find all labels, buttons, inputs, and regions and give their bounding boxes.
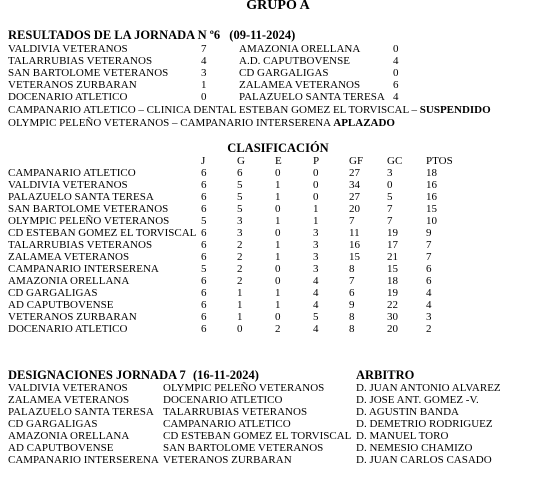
designation-row [8, 418, 501, 430]
stat-j: 6 [201, 323, 207, 335]
stat-p: 1 [313, 215, 319, 227]
standings-row [8, 299, 466, 311]
stat-e: 0 [275, 227, 281, 239]
stat-e: 1 [275, 239, 281, 251]
stat-ptos: 4 [426, 287, 432, 299]
results-note-status: SUSPENDIDO [419, 104, 491, 116]
column-header-e: E [275, 155, 282, 167]
stat-j: 6 [201, 239, 207, 251]
away-team: CD GARGALIGAS [239, 67, 329, 79]
stat-e: 0 [275, 203, 281, 215]
stat-gc: 7 [387, 203, 393, 215]
stat-g: 5 [237, 203, 243, 215]
team-name: OLYMPIC PELEÑO VETERANOS [8, 215, 170, 227]
away-team: A.D. CAPUTBOVENSE [239, 55, 350, 67]
stat-g: 5 [237, 191, 243, 203]
standings-row [8, 167, 466, 179]
home-team: AD CAPUTBOVENSE [8, 442, 114, 454]
away-team: SAN BARTOLOME VETERANOS [163, 442, 324, 454]
results-note-2 [8, 117, 395, 129]
result-row [8, 79, 399, 91]
stat-e: 0 [275, 275, 281, 287]
team-name: AD CAPUTBOVENSE [8, 299, 114, 311]
column-header-g: G [237, 155, 245, 167]
column-header-gc: GC [387, 155, 403, 167]
stat-gc: 19 [387, 287, 398, 299]
column-header-gf: GF [349, 155, 364, 167]
stat-gf: 27 [349, 191, 360, 203]
column-header-ptos: PTOS [426, 155, 453, 167]
standings-row [8, 239, 466, 251]
team-name: CD GARGALIGAS [8, 287, 98, 299]
team-name: DOCENARIO ATLETICO [8, 323, 128, 335]
stat-g: 3 [237, 227, 243, 239]
away-score: 0 [393, 43, 399, 55]
referee-name: D. DEMETRIO RODRIGUEZ [356, 418, 493, 430]
stat-e: 1 [275, 287, 281, 299]
team-name: ZALAMEA VETERANOS [8, 251, 130, 263]
standings [8, 155, 466, 335]
stat-gf: 8 [349, 311, 355, 323]
standings-row [8, 227, 466, 239]
standings-row [8, 251, 466, 263]
standings-row [8, 311, 466, 323]
stat-ptos: 7 [426, 239, 432, 251]
away-score: 0 [393, 67, 399, 79]
team-name: SAN BARTOLOME VETERANOS [8, 203, 169, 215]
home-score: 1 [201, 79, 207, 91]
home-team: CAMPANARIO INTERSERENA [8, 454, 159, 466]
referee-name: D. JUAN ANTONIO ALVAREZ [356, 382, 501, 394]
stat-g: 0 [237, 323, 243, 335]
team-name: TALARRUBIAS VETERANOS [8, 239, 153, 251]
away-team: VETERANOS ZURBARAN [163, 454, 292, 466]
stat-g: 2 [237, 263, 243, 275]
stat-gf: 34 [349, 179, 360, 191]
home-team: DOCENARIO ATLETICO [8, 91, 128, 103]
standings-heading: CLASIFICACIÓN [227, 141, 329, 155]
results-heading-label: RESULTADOS DE LA JORNADA N º6 [8, 28, 221, 42]
stat-j: 6 [201, 251, 207, 263]
home-team: AMAZONIA ORELLANA [8, 430, 130, 442]
designations-heading-label: DESIGNACIONES JORNADA 7 [8, 368, 186, 382]
results-table [8, 43, 399, 103]
home-team: SAN BARTOLOME VETERANOS [8, 67, 169, 79]
team-name: CAMPANARIO ATLETICO [8, 167, 136, 179]
stat-g: 3 [237, 215, 243, 227]
team-name: VETERANOS ZURBARAN [8, 311, 137, 323]
designation-row [8, 454, 501, 466]
stat-p: 4 [313, 287, 319, 299]
standings-table [8, 155, 466, 335]
away-team: ZALAMEA VETERANOS [239, 79, 361, 91]
stat-j: 6 [201, 191, 207, 203]
referee-name: D. AGUSTIN BANDA [356, 406, 459, 418]
stat-e: 0 [275, 263, 281, 275]
away-team: AMAZONIA ORELLANA [239, 43, 361, 55]
stat-gc: 17 [387, 239, 398, 251]
stat-ptos: 16 [426, 191, 437, 203]
results-note-text: OLYMPIC PELEÑO VETERANOS – CAMPANARIO INTERSERENA [8, 117, 331, 129]
results-list [8, 43, 399, 103]
stat-gf: 8 [349, 263, 355, 275]
results-date: (09-11-2024) [229, 28, 296, 42]
stat-ptos: 18 [426, 167, 437, 179]
team-name: AMAZONIA ORELLANA [8, 275, 130, 287]
stat-gc: 22 [387, 299, 398, 311]
stat-gf: 6 [349, 287, 355, 299]
stat-gf: 9 [349, 299, 355, 311]
stat-g: 2 [237, 251, 243, 263]
stat-j: 6 [201, 227, 207, 239]
column-header-team [8, 155, 201, 167]
home-team: TALARRUBIAS VETERANOS [8, 55, 153, 67]
designations-table [8, 382, 501, 466]
home-team: PALAZUELO SANTA TERESA [8, 406, 154, 418]
stat-gf: 8 [349, 323, 355, 335]
stat-p: 4 [313, 275, 319, 287]
stat-e: 1 [275, 191, 281, 203]
result-row [8, 67, 399, 79]
stat-gc: 30 [387, 311, 398, 323]
stat-j: 6 [201, 203, 207, 215]
designation-row [8, 442, 501, 454]
designations-heading [8, 368, 259, 383]
designations-list [8, 382, 501, 466]
standings-row [8, 323, 466, 335]
stat-p: 3 [313, 251, 319, 263]
stat-gf: 20 [349, 203, 360, 215]
away-team: CD ESTEBAN GOMEZ EL TORVISCAL [163, 430, 352, 442]
standings-row [8, 215, 466, 227]
standings-row [8, 263, 466, 275]
stat-ptos: 4 [426, 299, 432, 311]
stat-p: 0 [313, 191, 319, 203]
referee-name: D. MANUEL TORO [356, 430, 449, 442]
stat-ptos: 6 [426, 263, 432, 275]
stat-g: 2 [237, 239, 243, 251]
home-score: 7 [201, 43, 207, 55]
stat-p: 3 [313, 227, 319, 239]
designation-row [8, 406, 501, 418]
stat-j: 5 [201, 215, 207, 227]
stat-e: 1 [275, 251, 281, 263]
team-name: CAMPANARIO INTERSERENA [8, 263, 159, 275]
home-team: VETERANOS ZURBARAN [8, 79, 137, 91]
home-team: CD GARGALIGAS [8, 418, 98, 430]
stat-g: 6 [237, 167, 243, 179]
stat-e: 1 [275, 215, 281, 227]
stat-ptos: 3 [426, 311, 432, 323]
team-name: PALAZUELO SANTA TERESA [8, 191, 154, 203]
column-header-j: J [201, 155, 206, 167]
designation-row [8, 382, 501, 394]
standings-row [8, 191, 466, 203]
stat-e: 2 [275, 323, 281, 335]
designations-date: (16-11-2024) [192, 368, 259, 382]
stat-p: 4 [313, 323, 319, 335]
away-score: 6 [393, 79, 399, 91]
stat-j: 6 [201, 287, 207, 299]
stat-e: 0 [275, 167, 281, 179]
stat-j: 6 [201, 179, 207, 191]
standings-row [8, 203, 466, 215]
team-name: VALDIVIA VETERANOS [8, 179, 128, 191]
designation-row [8, 394, 501, 406]
stat-ptos: 15 [426, 203, 437, 215]
stat-g: 5 [237, 179, 243, 191]
page-title: GRUPO A [246, 0, 310, 13]
stat-p: 3 [313, 239, 319, 251]
home-score: 3 [201, 67, 207, 79]
stat-j: 6 [201, 311, 207, 323]
stat-ptos: 16 [426, 179, 437, 191]
column-header-p: P [313, 155, 320, 167]
stat-j: 6 [201, 275, 207, 287]
stat-ptos: 6 [426, 275, 432, 287]
away-team: TALARRUBIAS VETERANOS [163, 406, 308, 418]
stat-gf: 7 [349, 215, 355, 227]
stat-gf: 11 [349, 227, 360, 239]
results-note-text: CAMPANARIO ATLETICO – CLINICA DENTAL ESTEBAN GOMEZ EL TORVISCAL – [8, 104, 418, 116]
away-score: 4 [393, 91, 399, 103]
home-score: 4 [201, 55, 207, 67]
referee-name: D. NEMESIO CHAMIZO [356, 442, 473, 454]
stat-j: 6 [201, 299, 207, 311]
results-note-1 [8, 104, 491, 116]
stat-gc: 5 [387, 191, 393, 203]
standings-row [8, 275, 466, 287]
stat-e: 0 [275, 311, 281, 323]
stat-ptos: 2 [426, 323, 432, 335]
results-heading [8, 28, 295, 43]
referee-name: D. JOSE ANT. GOMEZ -V. [356, 394, 479, 406]
standings-row [8, 179, 466, 191]
result-row [8, 43, 399, 55]
away-team: CAMPANARIO ATLETICO [163, 418, 291, 430]
stat-gc: 18 [387, 275, 398, 287]
stat-gc: 3 [387, 167, 393, 179]
stat-j: 5 [201, 263, 207, 275]
result-row [8, 55, 399, 67]
results-note-status: APLAZADO [333, 117, 395, 129]
stat-ptos: 9 [426, 227, 432, 239]
stat-gc: 19 [387, 227, 398, 239]
away-team: PALAZUELO SANTA TERESA [239, 91, 385, 103]
stat-p: 3 [313, 263, 319, 275]
stat-gc: 21 [387, 251, 398, 263]
stat-e: 1 [275, 179, 281, 191]
referee-heading: ARBITRO [356, 368, 415, 382]
home-team: VALDIVIA VETERANOS [8, 382, 128, 394]
stat-g: 1 [237, 287, 243, 299]
away-score: 4 [393, 55, 399, 67]
stat-gf: 16 [349, 239, 360, 251]
stat-p: 5 [313, 311, 319, 323]
home-team: ZALAMEA VETERANOS [8, 394, 130, 406]
stat-p: 1 [313, 203, 319, 215]
away-team: DOCENARIO ATLETICO [163, 394, 283, 406]
stat-p: 0 [313, 179, 319, 191]
stat-p: 0 [313, 167, 319, 179]
away-team: OLYMPIC PELEÑO VETERANOS [163, 382, 325, 394]
stat-gc: 7 [387, 215, 393, 227]
standings-row [8, 287, 466, 299]
stat-gc: 15 [387, 263, 398, 275]
stat-j: 6 [201, 167, 207, 179]
stat-g: 1 [237, 311, 243, 323]
stat-p: 4 [313, 299, 319, 311]
stat-e: 1 [275, 299, 281, 311]
team-name: CD ESTEBAN GOMEZ EL TORVISCAL [8, 227, 197, 239]
stat-ptos: 7 [426, 251, 432, 263]
designation-row [8, 430, 501, 442]
referee-name: D. JUAN CARLOS CASADO [356, 454, 492, 466]
result-row [8, 91, 399, 103]
stat-g: 2 [237, 275, 243, 287]
stat-gf: 27 [349, 167, 360, 179]
home-team: VALDIVIA VETERANOS [8, 43, 128, 55]
stat-gc: 20 [387, 323, 398, 335]
stat-gf: 15 [349, 251, 360, 263]
stat-g: 1 [237, 299, 243, 311]
stat-ptos: 10 [426, 215, 437, 227]
stat-gf: 7 [349, 275, 355, 287]
home-score: 0 [201, 91, 207, 103]
stat-gc: 0 [387, 179, 393, 191]
